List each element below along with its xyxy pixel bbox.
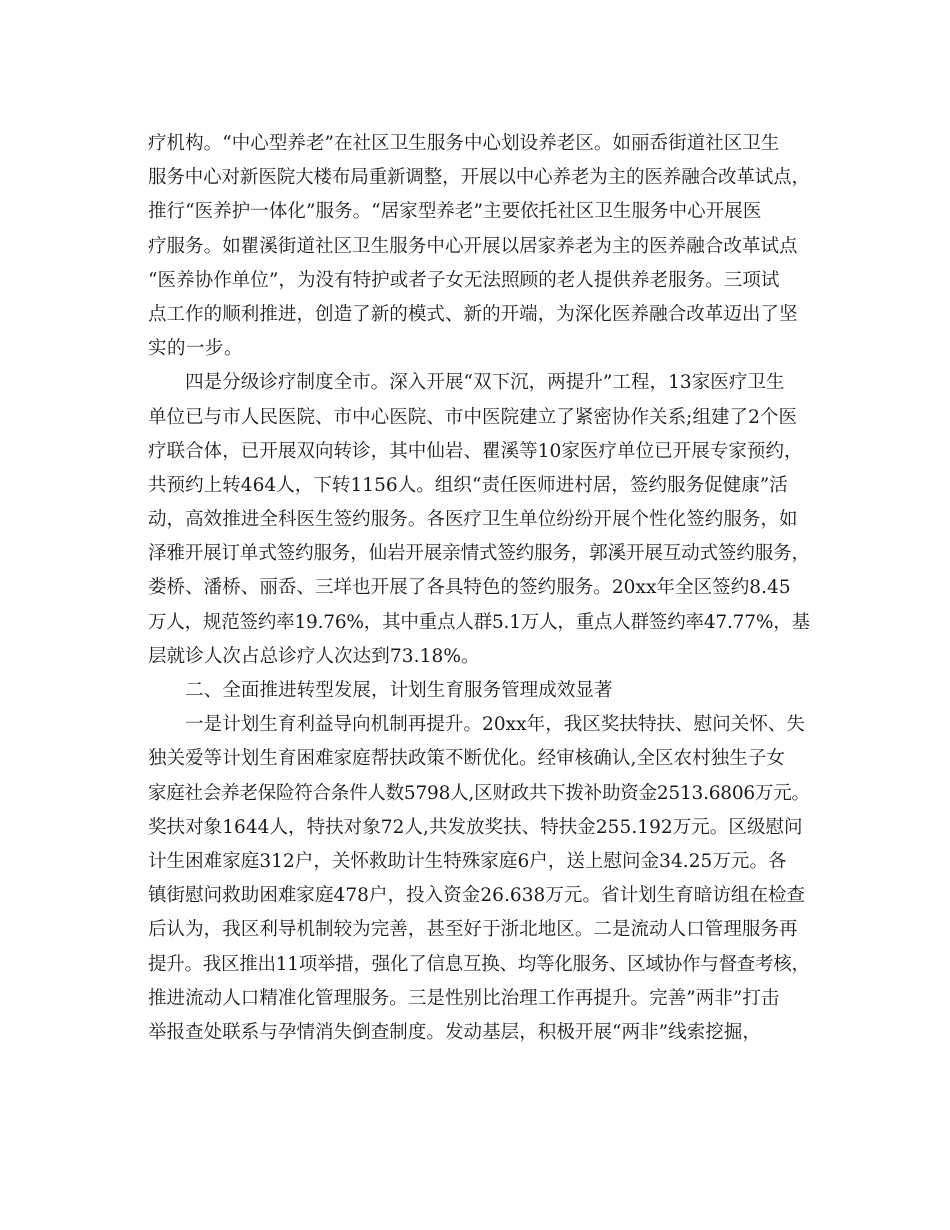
text-line: 共预约上转464人，下转1156人。组织“责任医师进村居，签约服务促健康”活 — [148, 474, 788, 496]
text-line: 疗机构。“中心型养老”在社区卫生服务中心划设养老区。如丽岙街道社区卫生 — [148, 133, 780, 154]
text-line: 单位已与市人民医院、市中心医院、市中医院建立了紧密协作关系;组建了2个医 — [148, 406, 798, 428]
text-line: 疗服务。如瞿溪街道社区卫生服务中心开展以居家养老为主的医养融合改革试点 — [148, 235, 798, 257]
text-line: 举报查处联系与孕情消失倒查制度。发动基层，积极开展“两非”线索挖掘， — [148, 1021, 761, 1043]
text-line: 推行“医养护一体化”服务。“居家型养老”主要依托社区卫生服务中心开展医 — [148, 201, 762, 223]
text-line: 奖扶对象1644人，特扶对象72人,共发放奖扶、特扶金255.192万元。区级慰问 — [148, 816, 803, 838]
text-line: “医养协作单位”，为没有特护或者子女无法照顾的老人提供养老服务。三项试 — [148, 269, 780, 291]
text-line: 计生困难家庭312户，关怀救助计生特殊家庭6户，送上慰问金34.25万元。各 — [148, 850, 787, 872]
text-line: 提升。我区推出11项举措，强化了信息互换、均等化服务、区域协作与督查考核， — [148, 953, 810, 975]
text-line: 动，高效推进全科医生签约服务。各医疗卫生单位纷纷开展个性化签约服务，如 — [148, 509, 798, 531]
text-line: 一是计划生育利益导向机制再提升。20xx年，我区奖扶特扶、慰问关怀、失 — [148, 714, 805, 736]
text-line: 独关爱等计划生育困难家庭帮扶政策不断优化。经审核确认,全区农村独生子女 — [148, 748, 785, 770]
text-line: 服务中心对新医院大楼布局重新调整，开展以中心养老为主的医养融合改革试点， — [148, 167, 810, 189]
text-line: 推进流动人口精准化管理服务。三是性别比治理工作再提升。完善”两非”打击 — [148, 987, 780, 1009]
document-body — [148, 127, 808, 1050]
text-line: 万人，规范签约率19.76%，其中重点人群5.1万人，重点人群签约率47.77%，基 — [148, 611, 810, 633]
text-line: 后认为，我区利导机制较为完善，甚至好于浙北地区。二是流动人口管理服务再 — [148, 919, 798, 941]
text-line: 二、全面推进转型发展，计划生育服务管理成效显著 — [148, 680, 613, 701]
text-line: 疗联合体，已开展双向转诊，其中仙岩、瞿溪等10家医疗单位已开展专家预约， — [148, 440, 803, 462]
text-line: 四是分级诊疗制度全市。深入开展“双下沉，两提升”工程，13家医疗卫生 — [148, 372, 785, 394]
text-line: 镇街慰问救助困难家庭478户，投入资金26.638万元。省计划生育暗访组在检查 — [148, 885, 806, 907]
text-line: 点工作的顺利推进，创造了新的模式、新的开端，为深化医养融合改革迈出了坚 — [148, 303, 798, 325]
text-line: 实的一步。 — [148, 338, 244, 360]
text-line: 娄桥、潘桥、丽岙、三垟也开展了各具特色的签约服务。20xx年全区签约8.45 — [148, 577, 791, 599]
text-line: 泽雅开展订单式签约服务，仙岩开展亲情式签约服务，郭溪开展互动式签约服务， — [148, 543, 810, 565]
text-line: 层就诊人次占总诊疗人次达到73.18%。 — [148, 645, 480, 667]
text-line: 家庭社会养老保险符合条件人数5798人,区财政共下拨补助资金2513.6806万元。 — [148, 782, 810, 804]
